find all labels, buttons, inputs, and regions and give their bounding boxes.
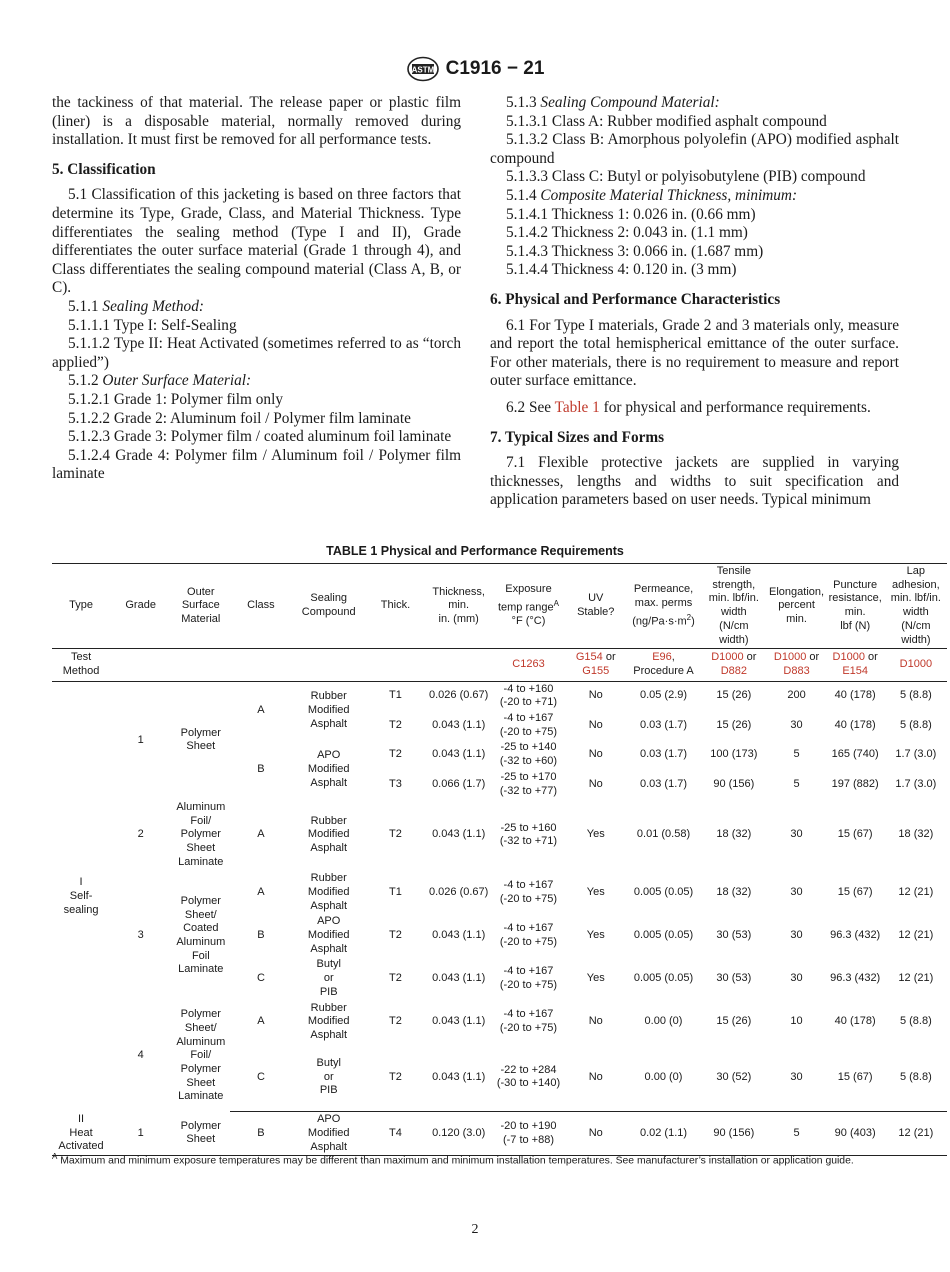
paragraph: 5.1.4.3 Thickness 3: 0.066 in. (1.687 mm) <box>506 242 764 260</box>
class-cell: C <box>230 1044 291 1112</box>
outer-cell: Aluminum Foil/ Polymer Sheet Laminate <box>176 800 226 868</box>
link-g155[interactable]: G155 <box>582 664 610 677</box>
sealing-cell: Rubber Modified Asphalt <box>307 814 350 855</box>
class-cell: B <box>257 762 265 775</box>
document-id: C1916 − 21 <box>445 58 545 79</box>
table-row: 4 Polymer Sheet/ Aluminum Foil/ Polymer Sheet Laminate A Rubber Modified Asphalt T2 0.043 (1.1) -4 to +167 (-20 to +75) No 0.00 (0) 15 (26) 10 40 (178) 5 (8.8) <box>52 1001 947 1044</box>
link-d1000[interactable]: D1000 <box>711 651 744 664</box>
class-cell: A <box>257 828 265 841</box>
link-c1263[interactable]: C1263 <box>492 649 564 681</box>
sealing-cell: APO Modified Asphalt <box>307 915 350 955</box>
class-cell: A <box>257 704 265 717</box>
sealing-cell: Butyl or PIB <box>316 958 341 998</box>
paragraph: 5.1.2.3 Grade 3: Polymer film / coated aluminum foil laminate <box>68 428 452 446</box>
table-row: T3 0.066 (1.7) -25 to +170 (-32 to +77) No 0.03 (1.7) 90 (156) 5 197 (882) 1.7 (3.0) <box>389 770 937 797</box>
table-row: C Butyl or PIB T2 0.043 (1.1) -4 to +167 (-20 to +75) Yes 0.005 (0.05) 30 (53) 30 96.3 (432) 12 (21) <box>52 957 947 1000</box>
grade-cell: 1 <box>137 733 144 746</box>
table-footnote: $^A$ Maximum and minimum exposure temperatures may be different than maximum and minimum installation temperatures. See manufacturer’s installation or application guide. <box>52 1152 854 1167</box>
header-class: Class <box>230 564 291 649</box>
header-puncture: Puncture resistance, min. lbf (N) <box>826 564 885 649</box>
link-e96[interactable]: E96 <box>652 651 672 664</box>
grade-cell: 2 <box>137 828 144 841</box>
class-cell: A <box>257 885 265 898</box>
sealing-cell: Rubber Modified Asphalt <box>307 690 350 730</box>
type-cell: II Heat Activated <box>52 1112 110 1156</box>
paragraph: 5.1.4.2 Thickness 2: 0.043 in. (1.1 mm) <box>506 224 748 242</box>
paragraph: 5.1.4 Composite Material Thickness, minimum: <box>506 186 798 204</box>
table-row: 3 Polymer Sheet/ Coated Aluminum Foil Laminate A Rubber Modified Asphalt T1 0.026 (0.67) -4 to +167 (-20 to +75) Yes 0.005 (0.05) 18 (32) 30 15 (67) 12 (21) <box>52 871 947 914</box>
link-d1000[interactable]: D1000 <box>832 651 865 664</box>
paragraph: 5.1 Classification of this jacketing is based on three factors that determine its Type, Grade, Class, and Material Thickness. Type differentiates the sealing method (Type I and II), Grade differentiates the outer surface material (Grade 1 through 4), and Class differentiates the sealing compound material (Class A, B, or C). <box>52 186 461 297</box>
table-row: 2 Aluminum Foil/ Polymer Sheet Laminate A Rubber Modified Asphalt T2 0.043 (1.1) -25 to +160 (-32 to +71) Yes 0.01 (0.58) 18 (32) 30 15 (67) 18 (32) <box>52 799 947 871</box>
test-method-row: Test Method C1263 G154 or G155 E96, Procedure A D1000 or D882 D1000 or D883 D1000 or E154 D1000 <box>52 649 947 681</box>
paragraph: 5.1.3.3 Class C: Butyl or polyisobutylene (PIB) compound <box>506 168 866 186</box>
link-d1000[interactable]: D1000 <box>773 651 807 664</box>
header-uv: UV Stable? <box>565 564 627 649</box>
section-heading: 6. Physical and Performance Characteristics <box>490 290 781 308</box>
class-cell: B <box>257 929 265 942</box>
type-cell: I Self- sealing <box>63 876 99 916</box>
header-elongation: Elongation, percent min. <box>767 564 825 649</box>
paragraph: 5.1.3 Sealing Compound Material: <box>506 94 720 111</box>
grade-cell: 4 <box>137 1049 144 1062</box>
outer-cell: Polymer Sheet/ Coated Aluminum Foil Laminate <box>176 894 226 976</box>
paragraph: 7.1 Flexible protective jackets are supplied in varying thicknesses, lengths and widths to suit specification and application parameters based on user needs. Typical minimum <box>490 454 899 509</box>
header-permeance: Permeance, max. perms $(ng/Pa\cdot s\cdot m^2)$ <box>627 564 700 649</box>
paragraph: 5.1.1.1 Type I: Self-Sealing <box>68 316 237 334</box>
sealing-cell: Rubber Modified Asphalt <box>307 1001 350 1041</box>
class-cell: B <box>230 1112 291 1156</box>
sealing-cell: APO Modified Asphalt <box>292 1112 366 1156</box>
paragraph: 6.1 For Type I materials, Grade 2 and 3 materials only, measure and report the total hemispherical emittance of the outer surface. For other materials, there is no requirement to measure and report outer surface emittance. <box>490 316 899 390</box>
link-d1000[interactable]: D1000 <box>885 649 947 681</box>
svg-text:ASTM: ASTM <box>411 65 434 75</box>
left-column <box>52 94 461 484</box>
outer-cell: Polymer Sheet/ Aluminum Foil/ Polymer Sheet Laminate <box>176 1008 226 1103</box>
paragraph: 5.1.2.4 Grade 4: Polymer film / Aluminum foil / Polymer film laminate <box>52 446 461 483</box>
paragraph: 5.1.3.1 Class A: Rubber modified asphalt compound <box>506 112 827 130</box>
astm-logo-icon <box>406 56 440 82</box>
paragraph: 5.1.1 Sealing Method: <box>68 297 204 315</box>
table-title: TABLE 1 Physical and Performance Requirements <box>326 544 624 558</box>
section-heading: 7. Typical Sizes and Forms <box>490 428 665 446</box>
link-d883[interactable]: D883 <box>783 664 810 677</box>
paragraph: 5.1.4.1 Thickness 1: 0.026 in. (0.66 mm) <box>506 205 756 223</box>
paragraph: 5.1.2.2 Grade 2: Aluminum foil / Polymer film laminate <box>68 409 411 427</box>
grade-cell: 1 <box>110 1112 171 1156</box>
header-tensile: Tensile strength, min. lbf/in. width (N/cm width) <box>700 564 767 649</box>
table-row: I Self- sealing 1 Polymer Sheet A Rubber Modified Asphalt T1 0.026 (0.67) -4 to +160 (-20 to +71) No 0.05 (2.9) 15 (26) 200 40 (178) 5 (8.8) <box>52 681 947 711</box>
header-type: Type <box>52 564 110 649</box>
sealing-cell: Rubber Modified Asphalt <box>307 872 350 912</box>
table-row: C Butyl or PIB T2 0.043 (1.1) -22 to +284 (-30 to +140) No 0.00 (0) 30 (52) 30 15 (67) 5 (8.8) <box>52 1044 947 1112</box>
table-row: B APO Modified Asphalt T2 0.043 (1.1) -25 to +140 (-32 to +60) No 0.03 (1.7) 100 (173) 5 165 (740) 1.7 (3.0) <box>52 740 947 769</box>
table-row: B APO Modified Asphalt T2 0.043 (1.1) -4 to +167 (-20 to +75) Yes 0.005 (0.05) 30 (53) 30 96.3 (432) 12 (21) <box>52 914 947 957</box>
header-lap: Lap adhesion, min. lbf/in. width (N/cm width) <box>885 564 947 649</box>
link-g154[interactable]: G154 <box>575 651 603 664</box>
paragraph: 5.1.2.1 Grade 1: Polymer film only <box>68 390 283 408</box>
section-heading: 5. Classification <box>52 160 156 178</box>
header-exposure: Exposure temp range$^A$ °F (°C) <box>492 564 564 649</box>
table-row: T2 0.043 (1.1) -4 to +167 (-20 to +75) No 0.03 (1.7) 15 (26) 30 40 (178) 5 (8.8) <box>389 712 932 738</box>
paragraph: 5.1.1.2 Type II: Heat Activated (sometimes referred to as “torch applied”) <box>52 335 461 371</box>
page-header <box>0 56 950 82</box>
outer-cell: Polymer Sheet <box>171 1112 230 1156</box>
outer-cell: Polymer Sheet <box>180 726 221 753</box>
paragraph: 6.2 See Table 1 for physical and performance requirements. <box>506 398 871 416</box>
link-d882[interactable]: D882 <box>720 664 747 677</box>
right-column <box>490 94 899 510</box>
link-e154[interactable]: E154 <box>842 664 869 677</box>
sealing-cell: APO Modified Asphalt <box>307 749 350 789</box>
table-row: II Heat Activated 1 Polymer Sheet B APO Modified Asphalt T4 0.120 (3.0) -20 to +190 (-7 to +88) No 0.02 (1.1) 90 (156) 5 90 (403) 12 (21) <box>52 1112 947 1156</box>
header-thick: Thick. <box>366 564 425 649</box>
requirements-table <box>52 563 947 1156</box>
paragraph: 5.1.2 Outer Surface Material: <box>68 372 252 390</box>
class-cell: A <box>257 1015 265 1028</box>
table-1-link[interactable]: Table 1 <box>554 398 600 416</box>
paragraph: the tackiness of that material. The release paper or plastic film (liner) is a disposable material, normally removed during installation. It must first be removed for all performance tests. <box>52 94 461 149</box>
page-number: 2 <box>471 1222 479 1237</box>
class-cell: C <box>256 972 265 985</box>
header-outer: Outer Surface Material <box>171 564 230 649</box>
header-grade: Grade <box>110 564 171 649</box>
paragraph: 5.1.3.2 Class B: Amorphous polyolefin (APO) modified asphalt compound <box>490 131 899 167</box>
header-sealing: Sealing Compound <box>292 564 366 649</box>
grade-cell: 3 <box>137 929 144 942</box>
header-thickness: Thickness, min. in. (mm) <box>425 564 492 649</box>
sealing-cell: Butyl or PIB <box>292 1044 366 1112</box>
paragraph: 5.1.4.4 Thickness 4: 0.120 in. (3 mm) <box>506 261 737 279</box>
